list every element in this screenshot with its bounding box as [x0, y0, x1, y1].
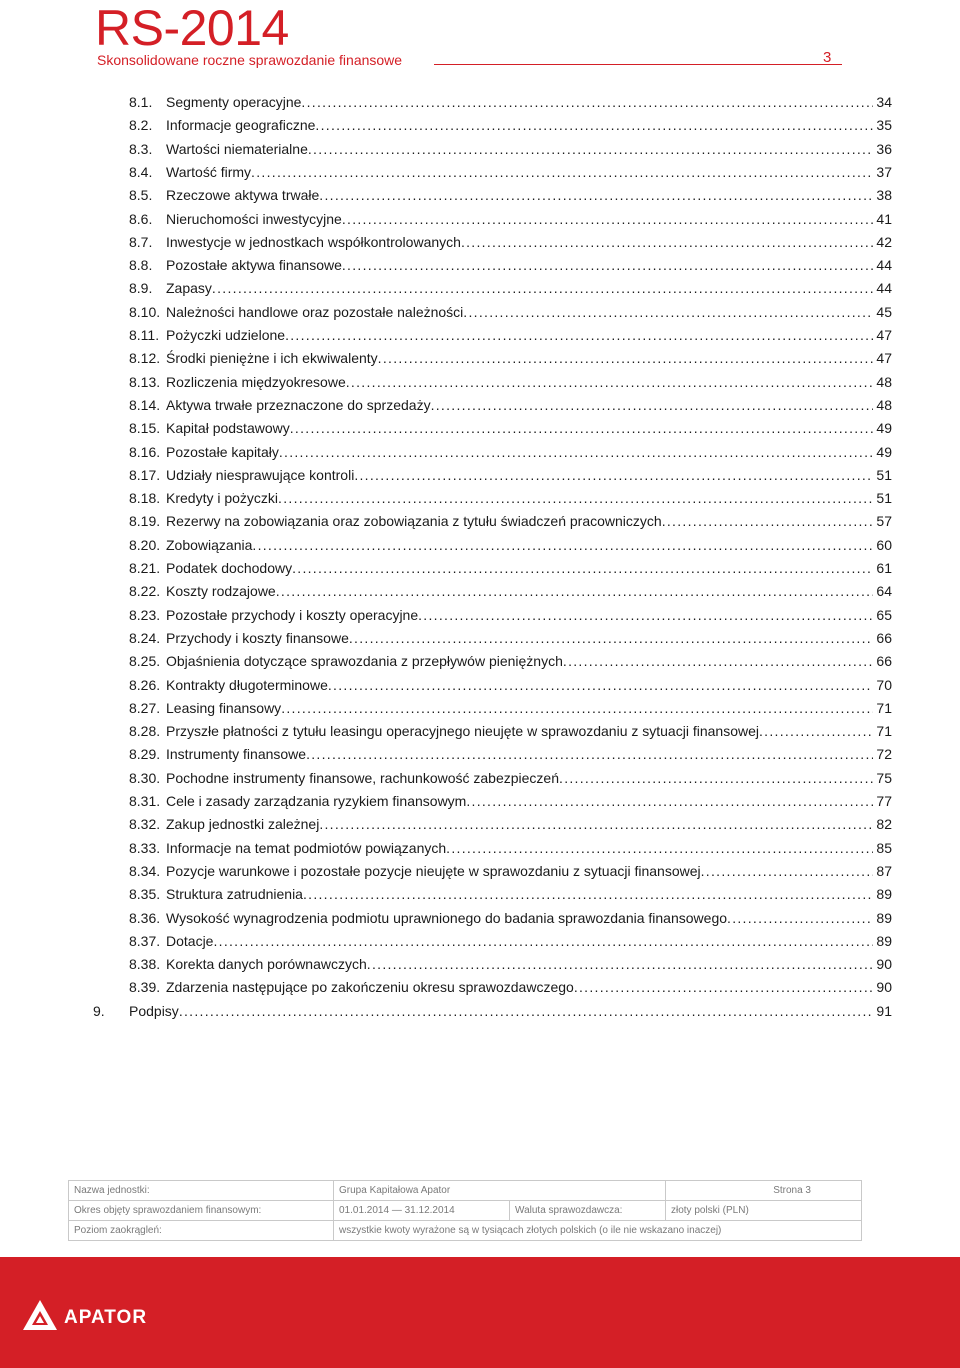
toc-entry-label: Kredyty i pożyczki — [166, 490, 279, 507]
toc-entry[interactable] — [0, 324, 960, 347]
toc-entry-number: 8.27. — [129, 699, 161, 716]
toc-entry[interactable] — [0, 697, 960, 720]
toc-entry-page: 38 — [876, 187, 892, 204]
toc-entry-number: 8.3. — [129, 140, 153, 157]
toc-entry-label: Objaśnienia dotyczące sprawozdania z przepływów pieniężnych — [166, 653, 563, 670]
toc-dot-leader — [213, 932, 873, 950]
toc-entry-label: Podpisy — [129, 1002, 179, 1019]
header-page-number: 3 — [823, 49, 832, 66]
toc-entry-number: 8.11. — [129, 327, 160, 343]
toc-entry-label: Pozostałe kapitały — [166, 443, 279, 460]
toc-entry-number: 8.15. — [129, 420, 161, 437]
toc-entry[interactable] — [0, 394, 960, 417]
toc-entry-page: 36 — [876, 140, 892, 157]
toc-entry-number: 8.18. — [129, 490, 161, 507]
toc-entry-page: 70 — [876, 676, 892, 693]
toc-entry-page: 45 — [876, 303, 892, 320]
toc-entry-page: 64 — [876, 583, 892, 600]
toc-entry-number: 8.36. — [129, 909, 161, 926]
toc-entry-page: 44 — [876, 257, 892, 274]
toc-dot-leader — [349, 629, 874, 647]
toc-entry-number: 8.6. — [129, 210, 153, 227]
toc-entry-page: 47 — [876, 350, 892, 367]
toc-entry-number: 8.10. — [129, 303, 161, 320]
toc-entry-page: 89 — [876, 909, 892, 926]
toc-entry[interactable] — [0, 813, 960, 836]
toc-entry-label: Rezerwy na zobowiązania oraz zobowiązania z tytułu świadczeń pracowniczych — [166, 513, 662, 530]
rounding-label: Poziom zaokrągleń: — [69, 1221, 334, 1241]
toc-entry[interactable] — [0, 604, 960, 627]
toc-entry-number: 8.16. — [129, 443, 161, 460]
toc-entry-label: Nieruchomości inwestycyjne — [166, 210, 342, 227]
toc-entry-label: Udziały niesprawujące kontroli — [166, 466, 355, 483]
toc-dot-leader — [727, 909, 873, 927]
toc-entry-label: Pozostałe przychody i koszty operacyjne — [166, 606, 419, 623]
toc-entry[interactable] — [0, 161, 960, 184]
rounding-value: wszystkie kwoty wyrażone są w tysiącach złotych polskich (o ile nie wskazano inaczej) — [334, 1221, 862, 1241]
toc-entry-page: 48 — [876, 373, 892, 390]
toc-dot-leader — [759, 722, 873, 740]
toc-entry-page: 85 — [876, 839, 892, 856]
toc-dot-leader — [319, 815, 873, 833]
toc-entry-label: Instrumenty finansowe — [166, 746, 307, 763]
toc-entry[interactable] — [0, 976, 960, 999]
toc-entry[interactable] — [0, 767, 960, 790]
currency-label: Waluta sprawozdawcza: — [510, 1201, 666, 1221]
toc-entry-page: 60 — [876, 536, 892, 553]
toc-entry-number: 8.30. — [129, 769, 161, 786]
toc-entry-page: 47 — [876, 327, 892, 343]
toc-entry-number: 8.12. — [129, 350, 161, 367]
footer-page-label: Strona 3 — [666, 1181, 862, 1201]
toc-entry-number: 8.1. — [129, 94, 153, 110]
header-rule — [434, 64, 842, 65]
toc-dot-leader — [279, 443, 874, 461]
toc-dot-leader — [306, 745, 873, 763]
toc-dot-leader — [431, 396, 874, 414]
toc-dot-leader — [701, 862, 874, 880]
toc-dot-leader — [301, 93, 873, 111]
toc-entry[interactable] — [0, 184, 960, 207]
toc-entry-page: 48 — [876, 396, 892, 413]
toc-dot-leader — [292, 559, 873, 577]
toc-entry-page: 65 — [876, 606, 892, 623]
toc-dot-leader — [463, 303, 873, 321]
toc-dot-leader — [252, 536, 873, 554]
footer-info-table — [68, 1180, 862, 1241]
toc-dot-leader — [559, 769, 873, 787]
toc-entry-label: Informacje geograficzne — [166, 117, 316, 134]
toc-entry[interactable] — [0, 231, 960, 254]
toc-entry-number: 8.20. — [129, 536, 161, 553]
toc-entry-page: 34 — [876, 94, 892, 110]
toc-entry-number: 8.33. — [129, 839, 161, 856]
toc-entry-page: 51 — [876, 466, 892, 483]
toc-entry-page: 90 — [876, 956, 892, 973]
toc-entry-number: 8.32. — [129, 816, 161, 833]
toc-entry-label: Pożyczki udzielone — [166, 327, 286, 343]
toc-entry-number: 8.24. — [129, 629, 161, 646]
toc-entry-number: 8.35. — [129, 886, 161, 903]
toc-entry-label: Zobowiązania — [166, 536, 253, 553]
toc-entry-page: 87 — [876, 862, 892, 879]
toc-entry[interactable] — [0, 254, 960, 277]
toc-entry-label: Inwestycje w jednostkach współkontrolowanych — [166, 233, 461, 250]
period-value: 01.01.2014 — 31.12.2014 — [334, 1201, 510, 1221]
toc-entry-page: 66 — [876, 629, 892, 646]
toc-entry-number: 8.17. — [129, 466, 161, 483]
toc-entry-label: Segmenty operacyjne — [166, 94, 302, 110]
toc-entry-number: 9. — [93, 1002, 105, 1019]
toc-entry-label: Należności handlowe oraz pozostałe należności — [166, 303, 464, 320]
toc-entry-number: 8.34. — [129, 862, 161, 879]
toc-entry[interactable] — [0, 557, 960, 580]
toc-entry-number: 8.2. — [129, 117, 153, 134]
toc-entry[interactable] — [0, 743, 960, 766]
toc-entry-page: 35 — [876, 117, 892, 134]
toc-entry-label: Pochodne instrumenty finansowe, rachunkowość zabezpieczeń — [166, 769, 560, 786]
toc-entry[interactable] — [0, 301, 960, 324]
toc-entry[interactable] — [0, 534, 960, 557]
toc-entry[interactable] — [0, 138, 960, 161]
toc-entry-number: 8.39. — [129, 979, 161, 996]
toc-entry-page: 91 — [876, 1002, 892, 1019]
toc-dot-leader — [308, 140, 874, 158]
toc-dot-leader — [179, 1002, 874, 1020]
toc-entry[interactable] — [0, 953, 960, 976]
report-subtitle: Skonsolidowane roczne sprawozdanie finansowe — [97, 52, 403, 68]
toc-entry-page: 90 — [876, 979, 892, 996]
toc-entry[interactable] — [0, 907, 960, 930]
apator-logo — [22, 1299, 147, 1336]
toc-entry-page: 42 — [876, 233, 892, 250]
toc-entry-label: Pozostałe aktywa finansowe — [166, 257, 342, 274]
toc-entry-page: 66 — [876, 653, 892, 670]
toc-entry-label: Wysokość wynagrodzenia podmiotu uprawnionego do badania sprawozdania finansowego — [166, 909, 728, 926]
toc-entry-label: Leasing finansowy — [166, 699, 282, 716]
toc-entry-label: Informacje na temat podmiotów powiązanych — [166, 839, 447, 856]
toc-dot-leader — [328, 676, 874, 694]
toc-entry-label: Wartość firmy — [166, 163, 252, 180]
toc-dot-leader — [285, 326, 873, 344]
toc-dot-leader — [418, 606, 873, 624]
toc-entry-label: Środki pieniężne i ich ekwiwalenty — [166, 350, 378, 367]
toc-dot-leader — [574, 978, 874, 996]
toc-dot-leader — [354, 466, 873, 484]
toc-dot-leader — [342, 210, 874, 228]
toc-entry-page: 82 — [876, 816, 892, 833]
toc-entry-page: 49 — [876, 443, 892, 460]
toc-entry-number: 8.7. — [129, 233, 153, 250]
logo-text: APATOR — [64, 1306, 148, 1328]
toc-entry[interactable] — [0, 930, 960, 953]
toc-entry[interactable] — [0, 720, 960, 743]
toc-entry-number: 8.22. — [129, 583, 161, 600]
toc-entry-number: 8.13. — [129, 373, 161, 390]
toc-entry-label: Zakup jednostki zależnej — [166, 816, 320, 833]
toc-dot-leader — [276, 582, 874, 600]
toc-entry-label: Aktywa trwałe przeznaczone do sprzedaży — [166, 396, 431, 413]
toc-dot-leader — [212, 279, 874, 297]
toc-entry-number: 8.38. — [129, 956, 161, 973]
toc-entry-page: 51 — [876, 490, 892, 507]
toc-entry[interactable] — [0, 580, 960, 603]
toc-dot-leader — [315, 116, 873, 134]
toc-dot-leader — [367, 955, 874, 973]
toc-entry-label: Cele i zasady zarządzania ryzykiem finansowym — [166, 793, 467, 809]
toc-entry[interactable] — [0, 347, 960, 370]
toc-entry[interactable] — [0, 674, 960, 697]
toc-entry[interactable] — [0, 441, 960, 464]
toc-entry-page: 44 — [876, 280, 892, 297]
period-label: Okres objęty sprawozdaniem finansowym: — [69, 1201, 334, 1221]
entity-value: Grupa Kapitałowa Apator — [334, 1181, 666, 1201]
toc-dot-leader — [563, 652, 874, 670]
toc-entry-label: Pozycje warunkowe i pozostałe pozycje nieujęte w sprawozdaniu z sytuacji finansowej — [166, 862, 701, 879]
toc-entry-number: 8.9. — [129, 280, 153, 297]
toc-entry-page: 49 — [876, 420, 892, 437]
toc-entry-number: 8.19. — [129, 513, 161, 530]
toc-entry-label: Dotacje — [166, 932, 214, 949]
toc-entry[interactable] — [0, 650, 960, 673]
toc-entry[interactable] — [0, 1000, 960, 1023]
toc-entry-number: 8.8. — [129, 257, 153, 274]
toc-entry-label: Zdarzenia następujące po zakończeniu okresu sprawozdawczego — [166, 979, 574, 996]
toc-entry-page: 61 — [876, 560, 892, 576]
toc-dot-leader — [466, 792, 873, 810]
toc-entry[interactable] — [0, 510, 960, 533]
toc-dot-leader — [290, 419, 874, 437]
toc-dot-leader — [251, 163, 873, 181]
toc-entry-label: Rozliczenia międzyokresowe — [166, 373, 346, 390]
toc-entry-label: Koszty rodzajowe — [166, 583, 276, 600]
toc-entry-label: Wartości niematerialne — [166, 140, 308, 157]
toc-entry-label: Kontrakty długoterminowe — [166, 676, 328, 693]
toc-entry-number: 8.23. — [129, 606, 161, 623]
toc-entry-number: 8.31. — [129, 793, 161, 809]
report-title: RS-2014 — [95, 0, 289, 56]
toc-dot-leader — [278, 489, 873, 507]
toc-entry-page: 75 — [876, 769, 892, 786]
toc-dot-leader — [446, 839, 873, 857]
entity-label: Nazwa jednostki: — [69, 1181, 334, 1201]
toc-entry-number: 8.29. — [129, 746, 161, 763]
toc-entry[interactable] — [0, 837, 960, 860]
toc-entry-page: 71 — [876, 699, 892, 716]
toc-entry[interactable] — [0, 790, 960, 813]
toc-entry-label: Struktura zatrudnienia — [166, 886, 303, 903]
toc-entry-label: Rzeczowe aktywa trwałe — [166, 187, 320, 204]
toc-entry[interactable] — [0, 860, 960, 883]
toc-dot-leader — [346, 373, 874, 391]
toc-entry-number: 8.21. — [129, 560, 161, 576]
toc-entry-number: 8.14. — [129, 396, 161, 413]
currency-value: złoty polski (PLN) — [666, 1201, 862, 1221]
toc-dot-leader — [461, 233, 873, 251]
apator-triangle-icon — [22, 1299, 58, 1336]
toc-entry-label: Korekta danych porównawczych — [166, 956, 367, 973]
toc-entry[interactable] — [0, 91, 960, 114]
toc-entry-page: 89 — [876, 932, 892, 949]
toc-dot-leader — [378, 349, 874, 367]
toc-entry-label: Podatek dochodowy — [166, 560, 293, 576]
toc-entry-label: Przychody i koszty finansowe — [166, 629, 349, 646]
toc-entry-label: Zapasy — [166, 280, 212, 297]
toc-entry-page: 37 — [876, 163, 892, 180]
toc-dot-leader — [662, 512, 874, 530]
toc-entry-number: 8.26. — [129, 676, 161, 693]
toc-entry[interactable] — [0, 417, 960, 440]
toc-entry[interactable] — [0, 277, 960, 300]
toc-dot-leader — [342, 256, 874, 274]
toc-entry-number: 8.25. — [129, 653, 161, 670]
toc-dot-leader — [281, 699, 873, 717]
toc-entry-label: Przyszłe płatności z tytułu leasingu operacyjnego nieujęte w sprawozdaniu z sytuacji finansowej — [166, 723, 759, 740]
toc-entry-number: 8.37. — [129, 932, 161, 949]
toc-entry-number: 8.4. — [129, 163, 153, 180]
toc-dot-leader — [303, 885, 873, 903]
toc-entry[interactable] — [0, 464, 960, 487]
toc-entry[interactable] — [0, 883, 960, 906]
toc-entry-page: 77 — [876, 793, 892, 809]
toc-entry[interactable] — [0, 627, 960, 650]
toc-entry-number: 8.28. — [129, 723, 161, 740]
toc-entry-number: 8.5. — [129, 187, 153, 204]
toc-entry-page: 41 — [876, 210, 892, 227]
toc-entry-label: Kapitał podstawowy — [166, 420, 290, 437]
toc-entry[interactable] — [0, 371, 960, 394]
toc-entry[interactable] — [0, 208, 960, 231]
toc-dot-leader — [319, 186, 873, 204]
toc-entry-page: 89 — [876, 886, 892, 903]
toc-entry[interactable] — [0, 487, 960, 510]
toc-entry-page: 57 — [876, 513, 892, 530]
toc-entry[interactable] — [0, 114, 960, 137]
toc-entry-page: 72 — [876, 746, 892, 763]
toc-entry-page: 71 — [876, 723, 892, 740]
